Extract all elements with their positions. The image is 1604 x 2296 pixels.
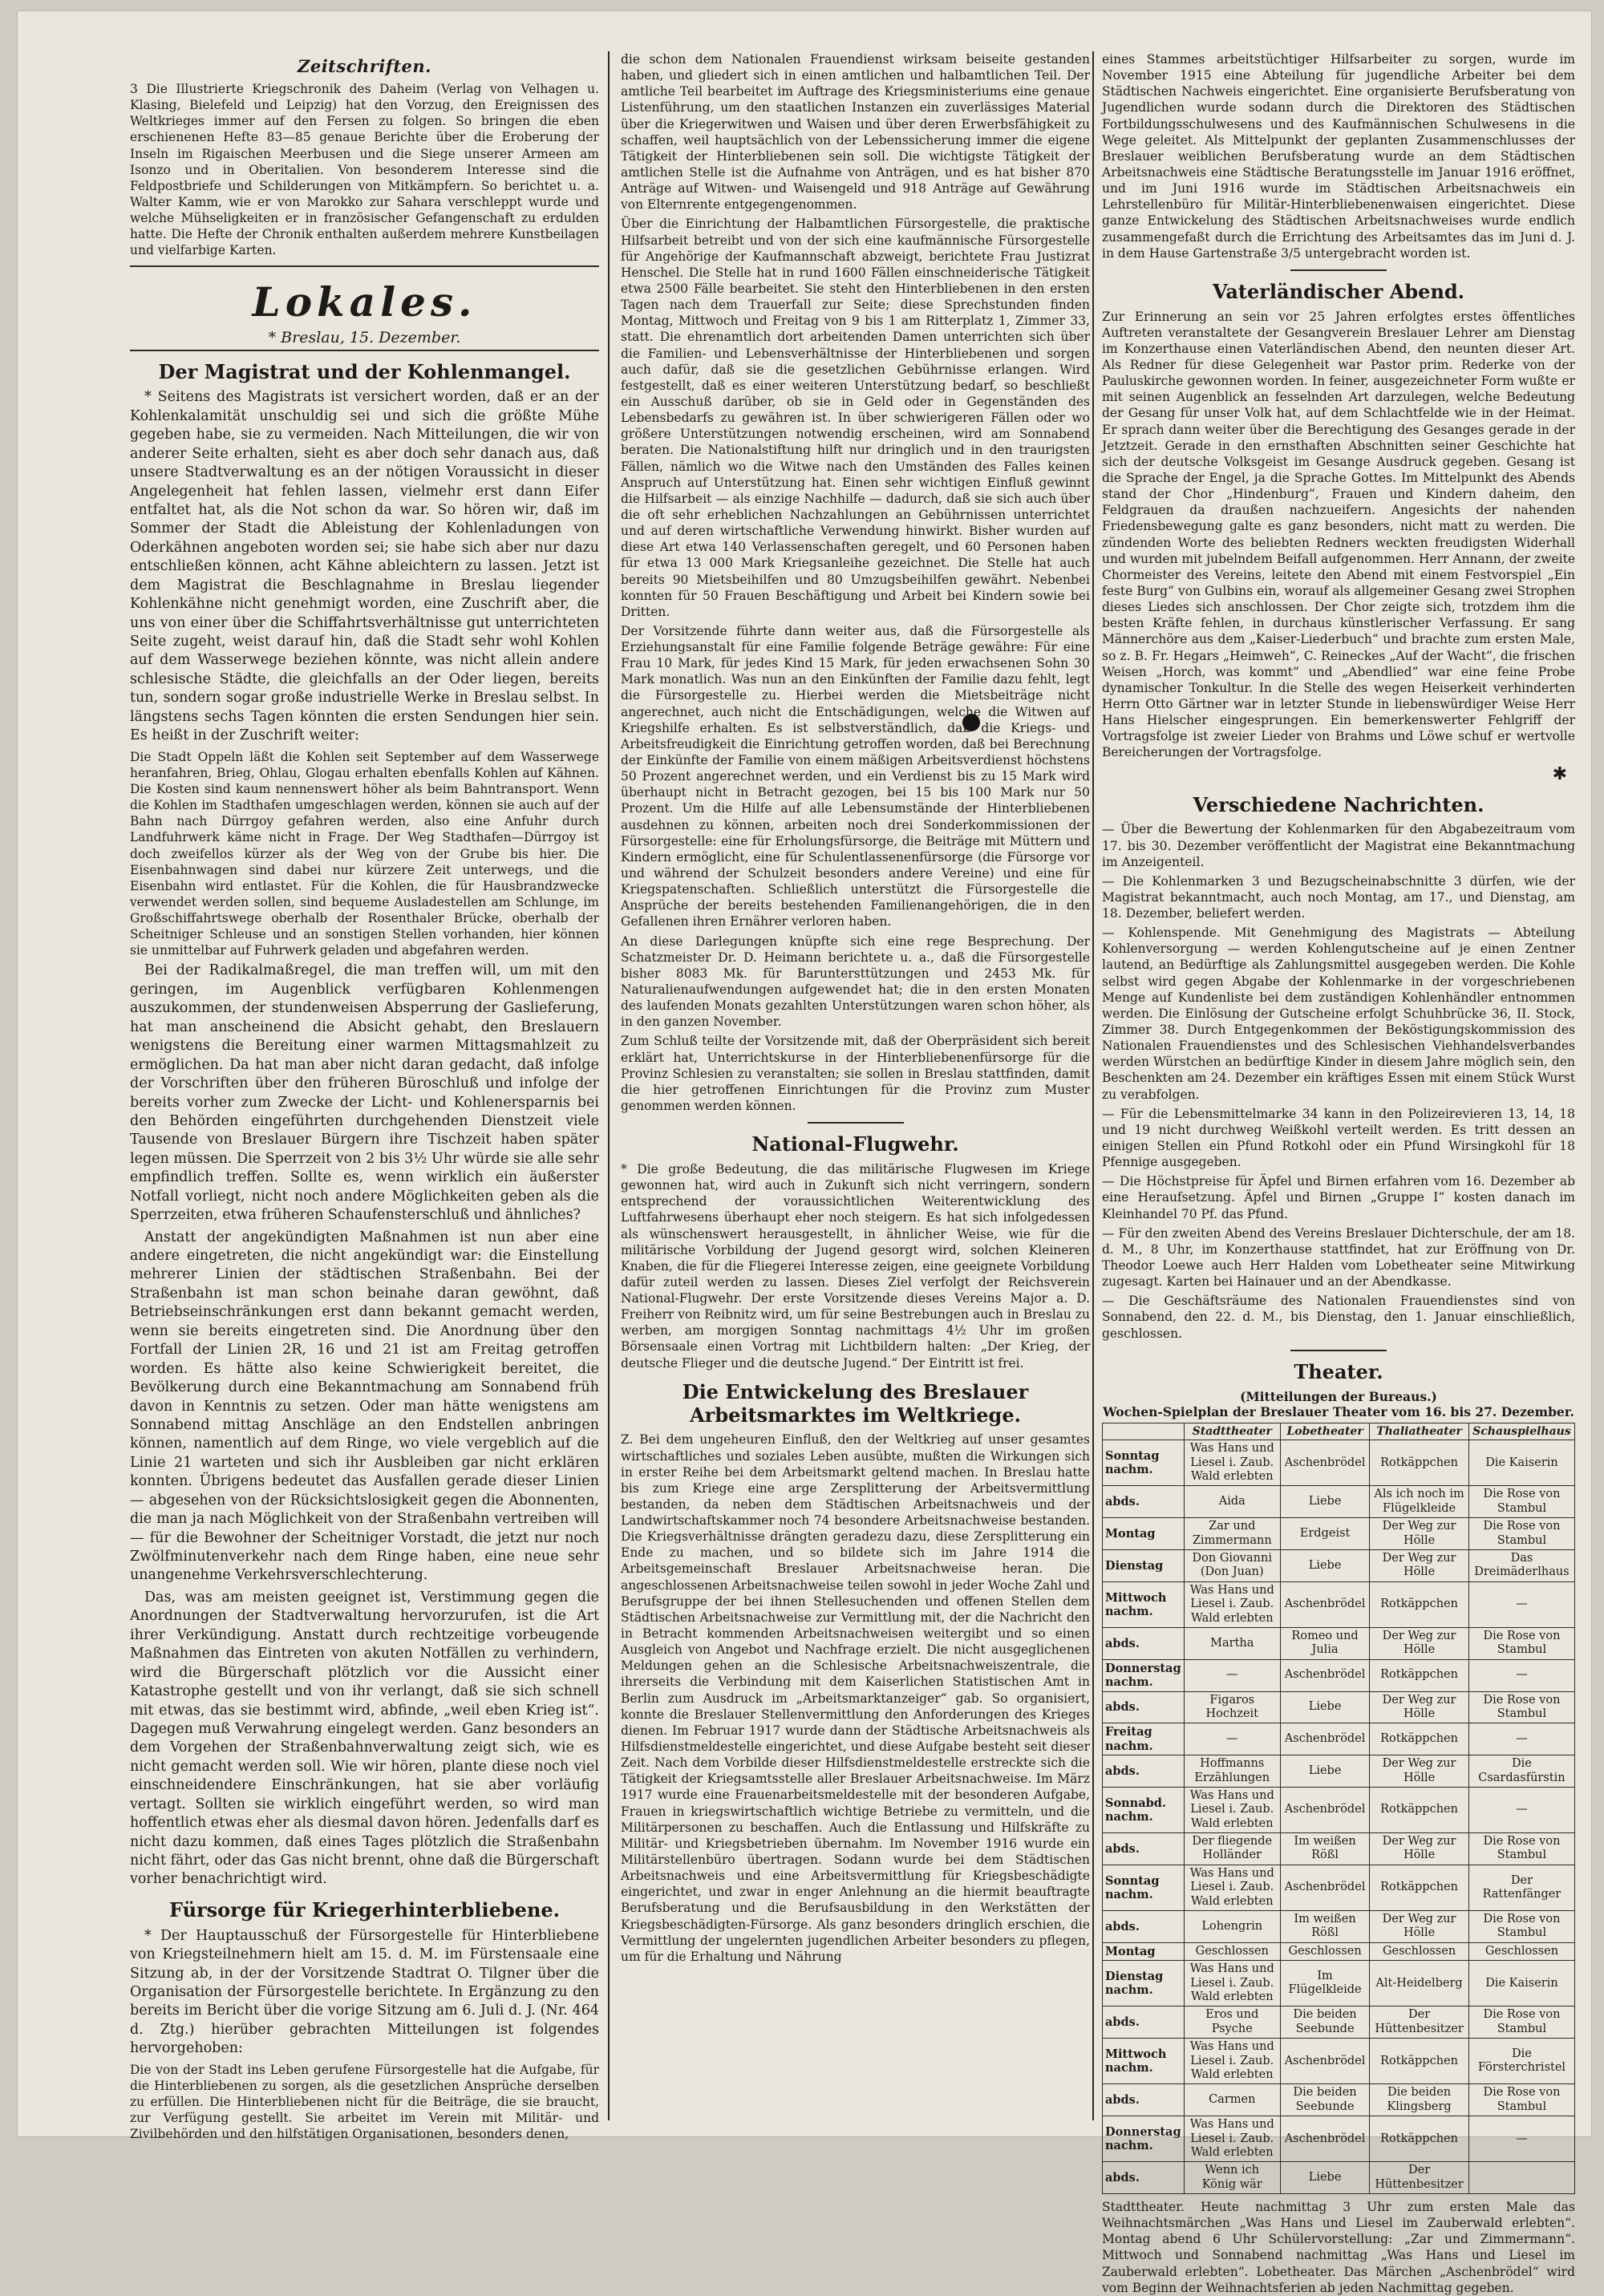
table-day-cell: abds. (1103, 2084, 1185, 2116)
table-cell: Was Hans und Liesel i. Zaub. Wald erlebten (1184, 1865, 1280, 1910)
table-day-cell: abds. (1103, 1833, 1185, 1865)
table-day-cell: abds. (1103, 2006, 1185, 2039)
table-day-cell: Dienstag nachm. (1103, 1961, 1185, 2006)
table-cell: Aida (1184, 1486, 1280, 1518)
table-cell (1468, 2162, 1574, 2194)
article-paragraph: Das, was am meisten geeignet ist, Verstimmung gegen die Anordnungen der Stadtverwaltung hervorzurufen, ist die Art ihrer Verkündigung. Anstatt durch rechtzeitige vorbeugende Maßnahmen das Eintreten von akuten Notfällen zu verhindern, wird die Bürgerschaft plötzlich vor die Aussicht einer Katastrophe gestellt und von ihr verlangt, daß sie sich schnell mit etwas, das sie bestimmt wird, abfinde, „weil eben Krieg ist“. Dagegen muß Verwahrung eingelegt werden. Ganz besonders an dem Vorgehen der Straßenbahnverwaltung zeigt sich, wie es nicht gemacht werden soll. Wie wir hören, plante diese noch viel einschneidendere Einschränkungen, hat sie aber vorläufig vertagt. Sollten sie wirklich eingeführt werden, so wird man hoffentlich etwas eher als diesmal davon hören. Jedenfalls darf es nicht dazu kommen, daß eines Tages plötzlich die Straßenbahn nicht fährt, oder das Gas nicht brennt, ohne daß die Bürgerschaft vorher benachrichtigt wird. (130, 1589, 599, 1888)
article-paragraph: Über die Einrichtung der Halbamtlichen Fürsorgestelle, die praktische Hilfsarbeit betreibt und von der sich eine kaufmännische Fürsorgestelle für Angehörige der Kaufmannschaft abzweigt, berichtete Frau Justizrat Henschel. Die Stelle hat in rund 1600 Fällen einschneiderische Tätigkeit etwa 2500 Fälle bearbeitet. Sie steht den Hinterbliebenen in den ersten Tagen nach dem Trauerfall zur Seite; diese Sprechstunden finden Montag, Mittwoch und Freitag von 9 bis 1 am Ritterplatz 1, Zimmer 33, statt. Die ehrenamtlich dort arbeitenden Damen unterrichten sich über die Familien- und Lebensverhältnisse der Hinterbliebenen und sorgen auch dafür, daß sie die gesetzlichen Gebührnisse erlangen. Wird festgestellt, daß es einer weiteren Unterstützung bedarf, so beschließt ein Ausschuß darüber, ob sie in Geld oder in Gegenständen des Lebensbedarfs zu gewähren ist. In über schwierigeren Fällen oder wo größere Unterstützungen notwendig erscheinen, wird am Sonnabend beraten. Die Nationalstiftung hilft nur dringlich und in den traurigsten Fällen, nämlich wo die Witwe nach den Umständen des Falles keinen Anspruch auf Unterstützung hat. Einen sehr wichtigen Einfluß gewinnt die Hilfsarbeit — als einzige Nachhilfe — dadurch, daß sie sich auch über die oft sehr erheblichen Nachzahlungen an Gebührnissen unterrichtet und auf deren wirtschaftliche Verwendung hinwirkt. Bisher wurden auf diese Art etwa 140 Verlassenschaften geregelt, und 60 Personen haben für etwa 13 000 Mark Kriegsanleihe gezeichnet. Die Stelle hat auch bereits 90 Mietsbeihilfen und 80 Umzugsbeihilfen gewährt. Nebenbei konnten für 50 Frauen Beschäftigung und Arbeit bei Kindern sowie bei Dritten. (621, 217, 1090, 619)
table-cell: Der Weg zur Hölle (1370, 1833, 1469, 1865)
table-cell: Liebe (1280, 2162, 1369, 2194)
table-cell: Figaros Hochzeit (1184, 1691, 1280, 1723)
news-item: — Die Kohlenmarken 3 und Bezugscheinabschnitte 3 dürfen, wie der Magistrat bekanntmacht, auch noch Montag, am 17., und Dienstag, am 18. Dezember, beliefert werden. (1102, 873, 1575, 921)
table-cell: Die beiden Seebunde (1280, 2084, 1369, 2116)
article-paragraph: Zum Schluß teilte der Vorsitzende mit, daß der Oberpräsident sich bereit erklärt hat, Unterrichtskurse in der Hinterbliebenenfürsorge für die Provinz Schlesien zu veranstalten; sie sollen in Breslau stattfinden, damit die hier getroffenen Einrichtungen für die Provinz zum Muster genommen werden können. (621, 1034, 1090, 1113)
table-cell: Rotkäppchen (1370, 1865, 1469, 1910)
table-row (1103, 1833, 1575, 1865)
table-cell: Geschlossen (1370, 1942, 1469, 1960)
table-row (1103, 1755, 1575, 1788)
theater-headline: Theater. (1294, 1359, 1383, 1383)
lokales-heading: Lokales. (252, 277, 477, 326)
table-day-cell: abds. (1103, 1911, 1185, 1943)
table-cell: Rotkäppchen (1370, 1723, 1469, 1755)
column-1 (130, 51, 599, 2142)
dateline: * Breslau, 15. Dezember. (130, 329, 599, 351)
table-cell: Aschenbrödel (1280, 1659, 1369, 1691)
table-cell: Hoffmanns Erzählungen (1184, 1755, 1280, 1788)
table-day-cell: Montag (1103, 1518, 1185, 1550)
news-item: — Die Höchstpreise für Äpfel und Birnen erfahren vom 16. Dezember ab eine Heraufsetzung. Äpfel und Birnen „Gruppe I“ kosten danach im Kleinhandel 70 Pf. das Pfund. (1102, 1174, 1575, 1221)
table-cell: Die Rose von Stambul (1468, 1628, 1574, 1660)
table-cell: Liebe (1280, 1486, 1369, 1518)
zeitschriften-heading: Zeitschriften. (298, 56, 431, 76)
table-cell: Der fliegende Holländer (1184, 1833, 1280, 1865)
table-cell: Was Hans und Liesel i. Zaub. Wald erlebten (1184, 1961, 1280, 2006)
table-cell: — (1468, 1723, 1574, 1755)
table-cell: Eros und Psyche (1184, 2006, 1280, 2039)
table-day-cell: Donnerstag nachm. (1103, 2116, 1185, 2162)
table-row (1103, 2162, 1575, 2194)
table-cell: Don Giovanni (Don Juan) (1184, 1550, 1280, 1582)
table-cell: Aschenbrödel (1280, 1787, 1369, 1832)
news-item: — Über die Bewertung der Kohlenmarken für den Abgabezeitraum vom 17. bis 30. Dezember veröffentlicht der Magistrat eine Bekanntmachung im Anzeigenteil. (1102, 822, 1575, 869)
table-cell: Wenn ich König wär (1184, 2162, 1280, 2194)
table-cell: Was Hans und Liesel i. Zaub. Wald erlebten (1184, 2116, 1280, 2162)
table-row (1103, 1486, 1575, 1518)
table-cell: Rotkäppchen (1370, 1581, 1469, 1627)
table-row (1103, 1961, 1575, 2006)
table-cell: Der Weg zur Hölle (1370, 1691, 1469, 1723)
column-divider (1092, 51, 1094, 2120)
table-cell: Geschlossen (1468, 1942, 1574, 1960)
table-row (1103, 1787, 1575, 1832)
table-cell: Der Weg zur Hölle (1370, 1911, 1469, 1943)
news-list (1102, 821, 1575, 1341)
table-cell: — (1468, 1787, 1574, 1832)
table-cell: Die Rose von Stambul (1468, 2084, 1574, 2116)
table-row (1103, 1865, 1575, 1910)
table-cell: — (1468, 1581, 1574, 1627)
table-cell: — (1468, 2116, 1574, 2162)
theater-note: Stadttheater. Heute nachmittag 3 Uhr zum ersten Male das Weihnachtsmärchen „Was Hans und Liesel im Zauberwald erlebten“. Montag abend 6 Uhr Schülervorstellung: „Zar und Zimmermann“. Mittwoch und Sonnabend nachmittag „Was Hans und Liesel im Zauberwald erlebten“. Lobetheater. Das Märchen „Aschenbrödel“ wird vom Beginn der Weihnachtsferien ab jeden Nachmittag gegeben. (1102, 2200, 1575, 2295)
table-row (1103, 2116, 1575, 2162)
article-paragraph: Zur Erinnerung an sein vor 25 Jahren erfolgtes erstes öffentliches Auftreten veranstaltete der Gesangverein Breslauer Lehrer am Dienstag im Konzerthause einen Vaterländischen Abend, den neunten dieser Art. Als Redner für diese Gelegenheit war Pastor prim. Rederke von der Pauluskirche gewonnen worden. In feiner, ausgezeichneter Form wußte er mit seinen Augenblick an fesselnden Art darzulegen, welche Bedeutung der Gesang für unser Volk hat, auf dem Schlachtfelde wie in der Heimat. Er sprach dann weiter über die Berechtigung des Gesanges gerade in der Jetztzeit. Gerade in den ernsthaften Abschnitten seiner Geschichte hat sich der deutsche Volksgeist im Gesange Ausdruck gegeben. Gesang ist die Sprache der Engel, ja die Sprache Gottes. Im Mittelpunkt des Abends stand der Chor „Hindenburg“, Frauen und Kindern daheim, den Feldgrauen da draußen nachzueifern. Angesichts der nahenden Friedensbewegung galte es ganz besonders, nicht matt zu werden. Die zündenden Worte des beliebten Redners weckten freudigsten Widerhall und wurden mit jubelndem Beifall aufgenommen. Herr Annann, der zweite Chormeister des Vereins, leitete den Abend mit einem Festvorspiel „Ein feste Burg“ von Gulbins ein, worauf als allgemeiner Gesang zwei Strophen dieses Liedes sich anschlossen. Der Chor zeigte sich, trotzdem ihm die besten Kräfte fehlen, in durchaus künstlerischer Verfassung. Er sang Männerchöre aus dem „Kaiser-Liederbuch“ und brachte zum ersten Male, so z. B. Fr. Hegars „Heimweh“, C. Reineckes „Auf der Wacht“, die frischen Weisen „Horch, was kommt“ und „Abendlied“ war eine feine Probe dynamischer Tonkultur. In die Stelle des wegen Heiserkeit verhinderten Herrn Otto Gärtner war in letzter Stunde in liebenswürdiger Weise Herr Hans Hielscher eingesprungen. Ein bemerkenswerter Fehlgriff der Vortragsfolge ist zweier Lieder von Brahms und Löwe schuf er wertvolle Bereicherungen der Vortragsfolge. (1102, 309, 1575, 760)
table-cell: Die Rose von Stambul (1468, 1691, 1574, 1723)
article-paragraph: Anstatt der angekündigten Maßnahmen ist nun aber eine andere eingetreten, die nicht angekündigt war: die Einstellung mehrerer Linien der städtischen Straßenbahn. Bei der Straßenbahn ist man schon beinahe daran gewöhnt, daß Betriebseinschränkungen erst dann bekannt gemacht werden, wenn sie bereits eingetreten sind. Die Anordnung über den Fortfall der Linien 2R, 16 und 21 ist am Freitag getroffen worden. Es hätte also keine Schwierigkeit bereitet, die Bevölkerung durch eine Bekanntmachung am Sonnabend früh davon in Kenntnis zu setzen. Oder man hätte wenigstens am Sonnabend mittag Anschläge an den Endstellen anbringen können, namentlich auf dem Ringe, wo viele vergeblich auf die Linie 21 warteten und sich ihr Ausbleiben gar nicht erklären konnten. Übrigens bedeutet das Ausfallen gerade dieser Linien — abgesehen von der Rücksichtslosigkeit gegen die Abonnenten, die man ja nach Möglichkeit von der Straßenbahn vertreiben will — für die Bewohner der Scheitniger Vorstadt, die jetzt nur noch Zwölfminutenverkehr nach dem Ringe haben, eine neue sehr unangenehme Verkehrsverschlechterung. (130, 1229, 599, 1584)
table-cell: Die beiden Klingsberg (1370, 2084, 1469, 2116)
table-day-cell: Sonntag nachm. (1103, 1865, 1185, 1910)
table-cell: Die Rose von Stambul (1468, 1518, 1574, 1550)
table-column-header (1103, 1423, 1185, 1440)
table-cell: Aschenbrödel (1280, 1440, 1369, 1486)
table-cell: Die Rose von Stambul (1468, 1486, 1574, 1518)
table-cell: Geschlossen (1184, 1942, 1280, 1960)
table-row (1103, 2039, 1575, 2084)
table-cell: Rotkäppchen (1370, 1440, 1469, 1486)
article-paragraph: Die von der Stadt ins Leben gerufene Fürsorgestelle hat die Aufgabe, für die Hinterbliebenen zu sorgen, als die gesetzlichen Ansprüche derselben zu erfüllen. Die Hinterbliebenen nicht für die Beiträge, die sie braucht, zur Verfügung gestellt. Sie arbeitet im Verein mit Militär- und Zivilbehörden und den hilfstätigen Organisationen, besonders denen, (130, 2062, 599, 2142)
article-paragraph: die schon dem Nationalen Frauendienst wirksam beiseite gestanden haben, und gliedert sich in einen amtlichen und halbamtlichen Teil. Der amtliche Teil bearbeitet im Auftrage des Kriegsministeriums eine genaue Listenführung, um den staatlichen Instanzen ein zuverlässiges Material über die Kriegerwitwen und Waisen und über deren Erwerbsfähigkeit zu schaffen, weil hauptsächlich von der Lebenssicherung immer die eigene Tätigkeit der Hinterbliebenen sein soll. Die wichtigste Tätigkeit der amtlichen Stelle ist die Aufnahme von Anträgen, und es hat bisher 870 Anträge auf Witwen- und Waisengeld und 918 Anträge auf Gewährung von Elternrente entgegengenommen. (621, 52, 1090, 213)
asterisk-icon: ✱ (1552, 763, 1567, 784)
table-day-cell: abds. (1103, 2162, 1185, 2194)
table-cell: Lohengrin (1184, 1911, 1280, 1943)
table-cell: Der Weg zur Hölle (1370, 1518, 1469, 1550)
table-cell: Im Flügelkleide (1280, 1961, 1369, 2006)
theater-subheading: (Mitteilungen der Bureaus.) (1240, 1388, 1437, 1404)
table-cell: Die Rose von Stambul (1468, 1833, 1574, 1865)
table-row (1103, 1911, 1575, 1943)
table-column-header: Thaliatheater (1370, 1423, 1469, 1440)
table-day-cell: abds. (1103, 1486, 1185, 1518)
abend-headline: Vaterländischer Abend. (1212, 279, 1465, 303)
table-cell: Die Rose von Stambul (1468, 1911, 1574, 1943)
article-paragraph: * Die große Bedeutung, die das militärische Flugwesen im Kriege gewonnen hat, wird auch in Zukunft sich nicht verringern, sondern entsprechend der voraussichtlichen Weiterentwicklung des Luftfahrwesens überhaupt eher noch steigern. Es hat sich infolgedessen als wünschenswert herausgestellt, in ähnlicher Weise, wie für die militärische Vorbildung der Jugend gesorgt wird, solchen Kleineren Knaben, die für die Fliegerei Interesse zeigen, eine geeignete Vorbildung dafür zuteil werden zu lassen. Dieses Ziel verfolgt der Reichsverein National-Flugwehr. Der erste Vorsitzende dieses Vereins Major a. D. Freiherr von Reibnitz wird, um für seine Bestrebungen auch in Breslau zu werben, am morgigen Sonntag nachmittags 4½ Uhr im großen Börsensaale einen Vortrag mit Lichtbildern halten: „Der Krieg, der deutsche Flieger und die deutsche Jugend.“ Der Eintritt ist frei. (621, 1161, 1090, 1371)
table-day-cell: Sonntag nachm. (1103, 1440, 1185, 1486)
nachrichten-headline: Verschiedene Nachrichten. (1193, 792, 1485, 816)
table-cell: Aschenbrödel (1280, 1723, 1369, 1755)
fuersorge-headline: Fürsorge für Kriegerhinterbliebene. (168, 1897, 561, 1921)
table-row (1103, 1440, 1575, 1486)
table-row (1103, 1581, 1575, 1627)
divider (1290, 269, 1387, 271)
table-cell: Aschenbrödel (1280, 2116, 1369, 2162)
article-paragraph: Z. Bei dem ungeheuren Einfluß, den der Weltkrieg auf unser gesamtes wirtschaftliches und soziales Leben ausübte, mußten die Wirkungen sich in erster Reihe bei dem Arbeitsmarkt geltend machen. In Breslau hatte bis zum Kriege eine arge Zersplitterung der Arbeitsvermittlung bestanden, da neben dem Städtischen Arbeitsnachweis und der Landwirtschaftskammer noch 74 besondere Arbeitsnachweise bestanden. Die Kriegsverhältnisse drängten geradezu dazu, diese Zersplitterung ein Ende zu machen, und so bildete sich im Jahre 1914 die Arbeitsgemeinschaft Breslauer Arbeitsnachweise heran. Die angeschlossenen Arbeitsnachweise teilen sowohl in jeder Woche Zahl und Berufsgruppe der bei ihnen Stellesuchenden und offenen Stellen dem Städtischen Arbeitsnachweise zur Vermittlung mit, der die Nachricht den in Betracht kommenden Arbeitsnachweisen weitergibt und so einen Ausgleich von Angebot und Nachfrage erzielt. Die nicht ausgeglichenen Meldungen gehen an die Schlesische Arbeitsnachweiszentrale, die ihrerseits die Verbindung mit dem Kaiserlichen Statistischen Amt in Berlin zum Ausdruck im „Arbeitsmarktanzeiger“ gab. So organisiert, konnte die Breslauer Stellenvermittlung den Anforderungen des Krieges dienen. Im Februar 1917 wurde dann der Städtische Arbeitsnachweis als Hilfsdienstmeldestelle eingerichtet, und diese Aufgabe besteht seit dieser Zeit. Nach dem Vorbilde dieser Hilfsdienstmeldestelle erstreckte sich die Tätigkeit der Kriegsamtsstelle aller Breslauer Arbeitsnachweise. Im März 1917 wurde eine Frauenarbeitsmeldestelle mit der besonderen Aufgabe, Frauen in kriegswirtschaftlich wichtige Betriebe zu vermitteln, und die Militärpersonen zu beschaffen. Auch die Entlassung und Hilfskräfte zu Militär- und Kriegsbetrieben übernahm. Im November 1916 wurde ein Militärstellenbüro übertragen. Sodann wurde bei dem Städtischen Arbeitsnachweis und eine Arbeitsvermittlung für Kriegsbeschädigte eingerichtet, und zwar in enger Anlehnung an die hiermit beauftragte Berufsberatung und die Berufsausbildung in den Werkstätten der Kriegsbeschädigten-Fürsorge. Als ganz besonders dringlich erschien, die Vermittlung der ungelernten jugendlichen Arbeiter besonders zu pflegen, um für die Erhaltung und Nährung (621, 1432, 1090, 1964)
table-cell: Liebe (1280, 1691, 1369, 1723)
table-cell: Was Hans und Liesel i. Zaub. Wald erlebten (1184, 1440, 1280, 1486)
table-cell: Das Dreimäderlhaus (1468, 1550, 1574, 1582)
theater-table-title: Wochen-Spielplan der Breslauer Theater vom 16. bis 27. Dezember. (1103, 1403, 1574, 1419)
column-3 (1102, 51, 1575, 2295)
divider (130, 265, 599, 267)
article-quote: Die Stadt Oppeln läßt die Kohlen seit September auf dem Wasserwege heranfahren, Brieg, Ohlau, Glogau erhalten ebenfalls Kohlen auf Kähnen. Die Kosten sind kaum nennenswert höher als beim Bahntransport. Wenn die Kohlen im Stadthafen umgeschlagen werden, können sie auch auf der Bahn nach Dürrgoy gefahren werden, also eine Anfuhr durch Landfuhrwerk käme nicht in Frage. Der Weg Stadthafen—Dürrgoy ist doch zweifellos kürzer als der Weg von der Grube bis hier. Die Eisenbahnwagen sind dabei nur kürzere Zeit unterwegs, und die Eisenbahn wird entlastet. Für die Kohlen, die für Hausbrandzwecke verwendet werden sollen, sind bequeme Ausladestellen am Schlunge, im Großschiffahrtswege oberhalb der Rosenthaler Brücke, oberhalb der Scheitniger Schleuse und an sonstigen Stellen vorhanden, hier können sie unmittelbar auf Fuhrwerk geladen und abgefahren werden. (130, 749, 599, 958)
column-divider (608, 51, 610, 2120)
table-cell: Aschenbrödel (1280, 1581, 1369, 1627)
table-cell: — (1184, 1659, 1280, 1691)
table-cell: Zar und Zimmermann (1184, 1518, 1280, 1550)
table-cell: Im weißen Rößl (1280, 1833, 1369, 1865)
table-row (1103, 1628, 1575, 1660)
table-day-cell: Mittwoch nachm. (1103, 1581, 1185, 1627)
flugwehr-headline: National-Flugwehr. (751, 1132, 959, 1156)
table-cell: Die Kaiserin (1468, 1961, 1574, 2006)
table-row (1103, 1518, 1575, 1550)
table-cell: — (1468, 1659, 1574, 1691)
table-cell: Liebe (1280, 1550, 1369, 1582)
table-row (1103, 2084, 1575, 2116)
news-item: — Kohlenspende. Mit Genehmigung des Magistrats — Abteilung Kohlenversorgung — werden Kohlengutscheine auf je einen Zentner lautend, an Bedürftige als Zahlungsmittel ausgegeben werden. Die Kohle selbst wird gegen Abgabe der Kohlenmarke in der vorgeschriebenen Menge auf Kundenliste bei dem zuständigen Kohlenhändler entnommen werden. Die Einlösung der Gutscheine erfolgt Schuhbrücke 36, II. Stock, Zimmer 38. Durch Entgegenkommen der Beköstigungskommission des Nationalen Frauendienstes und des Schlesischen Viehhandelsverbandes werden Würstchen an bedürftige Kinder in diesem Jahre möglich sein, den Beschenkten am 24. Dezember ein kräftiges Essen mit einem Stück Wurst zu verabfolgen. (1102, 925, 1575, 1102)
table-day-cell: abds. (1103, 1628, 1185, 1660)
table-cell: Im weißen Rößl (1280, 1911, 1369, 1943)
table-cell: Die Försterchristel (1468, 2039, 1574, 2084)
table-cell: Rotkäppchen (1370, 1787, 1469, 1832)
table-row (1103, 1659, 1575, 1691)
table-cell: Rotkäppchen (1370, 2116, 1469, 2162)
table-cell: Aschenbrödel (1280, 1865, 1369, 1910)
table-cell: Was Hans und Liesel i. Zaub. Wald erlebten (1184, 2039, 1280, 2084)
table-day-cell: Sonnabd. nachm. (1103, 1787, 1185, 1832)
article-paragraph: * Der Hauptausschuß der Fürsorgestelle für Hinterbliebene von Kriegsteilnehmern hielt am 15. d. M. im Fürstensaale eine Sitzung ab, in der der Vorsitzende Stadtrat O. Tilgner über die Organisation der Fürsorgestelle berichtete. In Ergänzung zu den bereits im Bericht über die vorige Sitzung am 6. Juli d. J. (Nr. 464 d. Ztg.) hierüber gebrachten Mitteilungen ist folgendes hervorgehoben: (130, 1927, 599, 2057)
news-item: — Für die Lebensmittelmarke 34 kann in den Polizeirevieren 13, 14, 18 und 19 nicht durchweg Weißkohl verteilt werden. Es tritt dessen an einigen Stellen ein Pfund Rotkohl oder ein Pfund Wirsingkohl für 18 Pfennige ausgegeben. (1102, 1106, 1575, 1170)
table-day-cell: Mittwoch nachm. (1103, 2039, 1185, 2084)
article-paragraph: eines Stammes arbeitstüchtiger Hilfsarbeiter zu sorgen, wurde im November 1915 eine Abteilung für jugendliche Arbeiter bei dem Städtischen Nachweis eingerichtet. Eine organisierte Berufsberatung von Jugendlichen wurde sodann durch die Direktoren des Städtischen Fortbildungsschulwesens und des Kaufmännischen Schulwesens in die Wege geleitet. Als Mittelpunkt der geplanten Zusammenschlusses der Breslauer weiblichen Berufsberatung wurde an dem Städtischen Arbeitsnachweis eine Städtische Beratungsstelle im Januar 1916 eröffnet, und im Juni 1916 wurde im Städtischen Arbeitsnachweis ein Lehrstellenbüro für Militär-Hinterbliebenenwaisen eingerichtet. Diese ganze Entwickelung des Städtischen Arbeitsnachweises wurde endlich zusammengefaßt durch die Errichtung des Arbeitsamtes das im Juni d. J. in dem Hause Gartenstraße 3/5 untergebracht worden ist. (1102, 52, 1575, 261)
table-column-header: Schauspielhaus (1468, 1423, 1574, 1440)
table-cell: Der Weg zur Hölle (1370, 1550, 1469, 1582)
table-day-cell: Dienstag (1103, 1550, 1185, 1582)
table-cell: Geschlossen (1280, 1942, 1369, 1960)
table-cell: Der Weg zur Hölle (1370, 1755, 1469, 1788)
table-cell: Alt-Heidelberg (1370, 1961, 1469, 2006)
table-row (1103, 1691, 1575, 1723)
table-cell: Romeo und Julia (1280, 1628, 1369, 1660)
table-cell: Der Weg zur Hölle (1370, 1628, 1469, 1660)
table-column-header: Stadttheater (1184, 1423, 1280, 1440)
table-day-cell: Donnerstag nachm. (1103, 1659, 1185, 1691)
table-cell: Was Hans und Liesel i. Zaub. Wald erlebten (1184, 1581, 1280, 1627)
magistrat-headline: Der Magistrat und der Kohlenmangel. (158, 359, 571, 383)
article-paragraph: An diese Darlegungen knüpfte sich eine rege Besprechung. Der Schatzmeister Dr. D. Heimann berichtete u. a., daß die Fürsorgestelle bisher 8083 Mk. für Baruntersttützungen und 2453 Mk. für Naturalienaufwendungen aufgewendet hat; die in den ersten Monaten des laufenden Monats gezahlten Unterstützungen waren schon höher, als in den ganzen November. (621, 933, 1090, 1030)
table-row (1103, 1942, 1575, 1960)
article-paragraph: * Seitens des Magistrats ist versichert worden, daß er an der Kohlenkalamität unschuldig sei und sich die größte Mühe gegeben habe, sie zu vermeiden. Nach Mitteilungen, die wir von anderer Seite erhalten, sieht es aber doch sehr danach aus, daß unsere Stadtverwaltung es an der nötigen Voraussicht in dieser Angelegenheit hat fehlen lassen, vielmehr erst dann Eifer entfaltet hat, als die Not schon da war. So hören wir, daß im Sommer der Stadt die Ableistung der Kohlenladungen von Oderkähnen angeboten worden sei; sie habe sich aber nur dazu entschließen können, acht Kähne ableichtern zu lassen. Jetzt ist dem Magistrat die Beschlagnahme in Breslau liegender Kohlenkähne nicht genehmigt worden, eine Zuschrift aber, die uns von einer über die Schiffahrtsverhältnisse gut unterrichteten Seite zugeht, weist darauf hin, daß die Stadt sehr wohl Kohlen auf dem Wasserwege beziehen könnte, was nicht allein andere schlesische Städte, die gleichfalls an der Oder liegen, bereits tun, sondern sogar große industrielle Werke in Breslau selbst. In längstens sechs Tagen könnten die ersten Sendungen hier sein. Es heißt in der Zuschrift weiter: (130, 389, 599, 744)
article-paragraph: Der Vorsitzende führte dann weiter aus, daß die Fürsorgestelle als Erziehungsanstalt für eine Familie folgende Beträge gewähre: Für eine Frau 10 Mark, für jedes Kind 15 Mark, für jeden erwachsenen Sohn 30 Mark monatlich. Was nun an den Einkünften der Familie dazu fehlt, legt die Fürsorgestelle zu. Hierbei werden die Mietsbeiträge nicht angerechnet, auch nicht die Entschädigungen, welche die Witwen auf Kriegshilfe erhalten. Es ist selbstverständlich, daß die Kriegs- und Arbeitsfreudigkeit die Einrichtung getroffen worden, daß bei Berechnung der Einkünfte der Familie von einem mäßigen Arbeitsverdienst höchstens 50 Prozent angerechnet werden, und ein Verdienst bis zu 15 Mark wird überhaupt nicht in Betracht gezogen, bei 15 bis 100 Mark nur 50 Prozent. Um die Hilfe auf alle Lebensumstände der Hinterbliebenen ausdehnen zu können, arbeiten noch drei Sonderkommissionen der Fürsorgestelle: eine für Erholungsfürsorge, die Beiträge mit Müttern und Kindern ermöglicht, eine für Schulentlassenenfürsorge (die Fürsorge vor und während der Schulzeit besonders andere Vereine) und eine für Kriegspatenschaften. Schließlich unterstützt die Fürsorgestelle die Ansprüche der bereits bestehenden Familienangehörigen, die in den Gefallenen ihren Ernährer verloren haben. (621, 623, 1090, 929)
article-paragraph: Bei der Radikalmaßregel, die man treffen will, um mit den geringen, im Augenblick verfügbaren Kohlenmengen auszukommen, der stundenweisen Absperrung der Gaslieferung, hat man anscheinend die Absicht gehabt, den Breslauern wenigstens die Bereitung einer warmen Mittagsmahlzeit zu ermöglichen. Da hat man aber nicht daran gedacht, daß infolge der Vorschriften über den früheren Büroschluß und infolge der bereits vorher zum Zwecke der Licht- und Kohlenersparnis bei den Behörden eingeführten durchgehenden Dienstzeit viele Tausende von Breslauer Bürgern ihre Tischzeit haben später legen müssen. Die Sperrzeit von 2 bis 3½ Uhr würde sie alle sehr empfindlich treffen. Sollte es, wenn wirklich ein äußerster Notfall vorliegt, nicht noch andere Möglichkeiten geben als die Sperrzeiten, etwa früheren Schaufensterschluß und ähnliches? (130, 962, 599, 1224)
table-cell: Der Hüttenbesitzer (1370, 2006, 1469, 2039)
table-cell: Carmen (1184, 2084, 1280, 2116)
table-cell: — (1184, 1723, 1280, 1755)
table-cell: Erdgeist (1280, 1518, 1369, 1550)
zeitschriften-text: 3 Die Illustrierte Kriegschronik des Daheim (Verlag von Velhagen u. Klasing, Bielefeld und Leipzig) hat den Vorzug, den Ereignissen des Weltkrieges immer auf den Fersen zu folgen. So bringen die eben erschienenen Hefte 83—85 genaue Berichte über die Eroberung der Inseln im Rigaischen Meerbusen und die Siege unserer Armeen am Isonzo und in Oberitalien. Von besonderem Interesse sind die Feldpostbriefe und Schilderungen von Mitkämpfern. So berichtet u. a. Walter Kamm, wie er von Marokko zur Sahara verschleppt wurde und welche Mühseligkeiten er in französischer Gefangenschaft zu erdulden hatte. Die Hefte der Chronik enthalten außerdem mehrere Kunstbeilagen und vielfarbige Karten. (130, 82, 599, 258)
table-row (1103, 1723, 1575, 1755)
table-cell: Die beiden Seebunde (1280, 2006, 1369, 2039)
table-cell: Der Hüttenbesitzer (1370, 2162, 1469, 2194)
table-day-cell: Montag (1103, 1942, 1185, 1960)
table-row (1103, 2006, 1575, 2039)
table-row (1103, 1550, 1575, 1582)
table-cell: Die Kaiserin (1468, 1440, 1574, 1486)
table-cell: Was Hans und Liesel i. Zaub. Wald erlebten (1184, 1787, 1280, 1832)
table-day-cell: Freitag nachm. (1103, 1723, 1185, 1755)
table-cell: Die Csardasfürstin (1468, 1755, 1574, 1788)
table-day-cell: abds. (1103, 1755, 1185, 1788)
table-cell: Der Rattenfänger (1468, 1865, 1574, 1910)
news-item: — Die Geschäftsräume des Nationalen Frauendienstes sind von Sonnabend, den 22. d. M., bis Dienstag, den 1. Januar einschließlich, geschlossen. (1102, 1294, 1575, 1341)
news-item: — Für den zweiten Abend des Vereins Breslauer Dichterschule, der am 18. d. M., 8 Uhr, im Konzerthause stattfindet, hat zur Eröffnung von Dr. Theodor Loewe auch Herr Halden vom Lobetheater seine Mitwirkung zugesagt. Karten bei Hainauer und an der Abendkasse. (1102, 1225, 1575, 1290)
table-cell: Die Rose von Stambul (1468, 2006, 1574, 2039)
table-cell: Als ich noch im Flügelkleide (1370, 1486, 1469, 1518)
theater-table (1102, 1423, 1575, 2195)
table-cell: Rotkäppchen (1370, 1659, 1469, 1691)
table-day-cell: abds. (1103, 1691, 1185, 1723)
divider (1290, 1350, 1387, 1351)
table-cell: Martha (1184, 1628, 1280, 1660)
newspaper-page (18, 11, 1591, 2295)
table-cell: Aschenbrödel (1280, 2039, 1369, 2084)
table-cell: Rotkäppchen (1370, 2039, 1469, 2084)
table-column-header: Lobetheater (1280, 1423, 1369, 1440)
table-header-row (1103, 1423, 1575, 1440)
arbeitsmarkt-headline: Die Entwickelung des Breslauer Arbeitsmarktes im Weltkriege. (682, 1379, 1029, 1427)
table-cell: Liebe (1280, 1755, 1369, 1788)
column-2 (621, 51, 1090, 2120)
divider (808, 1122, 904, 1124)
